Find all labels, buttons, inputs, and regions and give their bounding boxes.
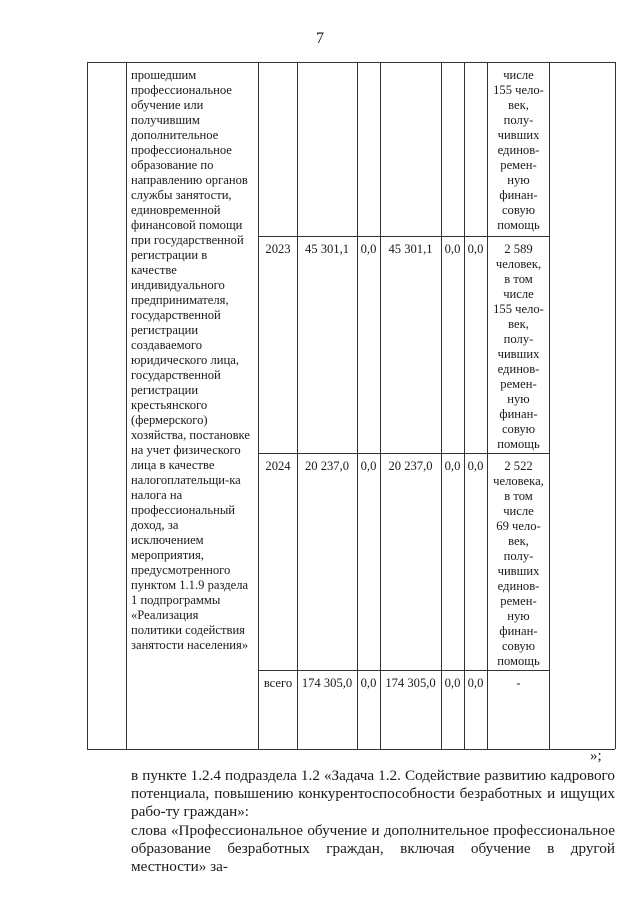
column-divider: [126, 62, 127, 749]
column-divider: [357, 62, 358, 749]
page-number: 7: [316, 30, 324, 47]
local-cell: 0,0: [444, 676, 461, 690]
paragraph-text: в пункте 1.2.4 подраздела 1.2 «Задача 1.2. Содействие развитию кадрового потенциала, повышению конкурентоспособности безработных и ищущих рабо-ту граждан»:: [131, 767, 615, 820]
regional-cell: 45 301,1: [388, 242, 433, 256]
amendment-paragraph: [87, 767, 615, 821]
year-cell: всего: [263, 676, 293, 690]
amendment-paragraph: [87, 822, 615, 876]
column-divider: [297, 62, 298, 749]
local-cell: 0,0: [444, 242, 461, 256]
column-divider: [380, 62, 381, 749]
table-top-border: [87, 62, 615, 63]
closing-quote: »;: [590, 748, 602, 764]
total-cell: 174 305,0: [301, 676, 353, 690]
federal-cell: 0,0: [360, 676, 377, 690]
row-divider: [258, 236, 549, 237]
column-divider: [615, 62, 616, 749]
result-cell: числе 155 чело- век, полу- чивших единов- ремен- ную финан- совую помощь: [493, 68, 544, 232]
result-cell: -: [516, 676, 521, 690]
paragraph-text: слова «Профессиональное обучение и дополнительное профессиональное образование безработных граждан, включая обучение в другой местности» за-: [131, 822, 615, 875]
event-description: прошедшим профессиональное обучение или получившим дополнительное профессиональное образование по направлению органов службы занятости, единовременной финансовой помощи при государственной регистрации в качестве индивидуального предпринимателя, государственной регистрации создаваемого юридического лица, государственной регистрации крестьянского (фермерского) хозяйства, постановке на учет физического лица в качестве налогоплательщи-ка налога на профессиональный доход, за исключением мероприятия, предусмотренного пунктом 1.1.9 раздела 1 подпрограммы «Реализация политики содействия занятости населения»: [131, 68, 250, 652]
result-cell: 2 589 человек, в том числе 155 чело- век, полу- чивших единов- ремен- ную финан- совую помощь: [493, 242, 544, 451]
regional-cell: 20 237,0: [388, 459, 433, 473]
column-divider: [258, 62, 259, 749]
column-divider: [464, 62, 465, 749]
row-divider: [258, 670, 549, 671]
year-cell: 2024: [265, 459, 291, 473]
other-cell: 0,0: [467, 459, 484, 473]
local-cell: 0,0: [444, 459, 461, 473]
year-cell: 2023: [265, 242, 291, 256]
column-divider: [549, 62, 550, 749]
regional-cell: 174 305,0: [385, 676, 436, 690]
result-cell: 2 522 человека, в том числе 69 чело- век, полу- чивших единов- ремен- ную финан- совую помощь: [493, 459, 544, 668]
column-divider: [87, 62, 88, 749]
row-divider: [258, 453, 549, 454]
other-cell: 0,0: [467, 676, 484, 690]
other-cell: 0,0: [467, 242, 484, 256]
federal-cell: 0,0: [360, 242, 377, 256]
federal-cell: 0,0: [360, 459, 377, 473]
table-bottom-border: [87, 749, 615, 750]
column-divider: [441, 62, 442, 749]
total-cell: 45 301,1: [304, 242, 350, 256]
total-cell: 20 237,0: [304, 459, 350, 473]
